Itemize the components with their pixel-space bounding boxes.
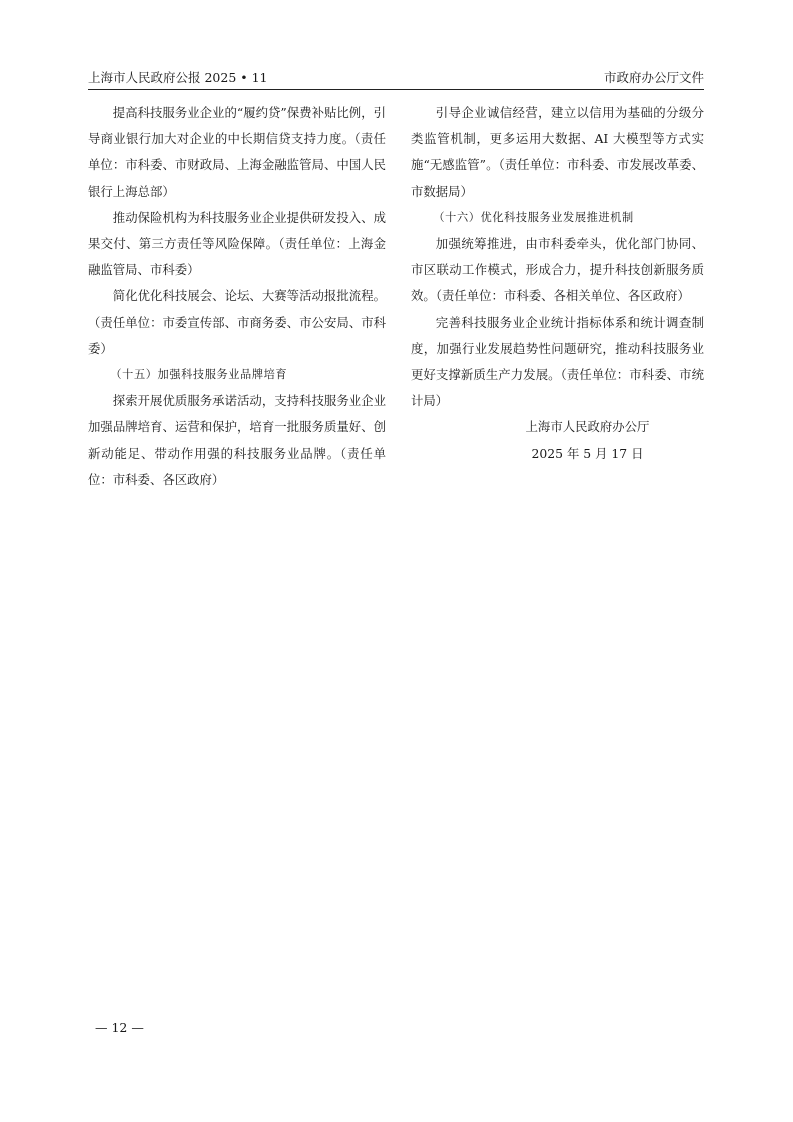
paragraph: 探索开展优质服务承诺活动，支持科技服务业企业加强品牌培育、运营和保护，培育一批服务质量好、创新动能足、带动作用强的科技服务业品牌。（责任单位：市科委、各区政府）: [88, 393, 386, 487]
section-heading: （十六）优化科技服务业发展推进机制: [433, 210, 634, 224]
document-category: 市政府办公厅文件: [603, 70, 704, 85]
paragraph: 完善科技服务业企业统计指标体系和统计调查制度，加强行业发展趋势性问题研究，推动科技服务业更好支撑新质生产力发展。（责任单位：市科委、市统计局）: [411, 314, 704, 409]
header-divider: [88, 89, 704, 90]
page-header: [88, 66, 704, 90]
paragraph: 提高科技服务业企业的“履约贷”保费补贴比例，引导商业银行加大对企业的中长期信贷支持力度。（责任单位：市科委、市财政局、上海金融监管局、中国人民银行上海总部）: [88, 105, 386, 199]
signature-date: 2025 年 5 月 17 日: [531, 445, 644, 461]
paragraph: 引导企业诚信经营，建立以信用为基础的分级分类监管机制，更多运用大数据、AI 大模型等方式实施“无感监管”。（责任单位：市科委、市发展改革委、市数据局）: [411, 105, 704, 199]
left-column: [88, 100, 386, 493]
paragraph: 加强统筹推进，由市科委牵头，优化部门协同、市区联动工作模式，形成合力，提升科技创新服务质效。（责任单位：市科委、各相关单位、各区政府）: [411, 236, 704, 304]
signature-organization: 上海市人民政府办公厅: [525, 419, 650, 435]
publication-title: 上海市人民政府公报 2025 • 11: [88, 70, 268, 85]
paragraph: 简化优化科技展会、论坛、大赛等活动报批流程。（责任单位：市委宣传部、市商务委、市公安局、市科委）: [88, 288, 386, 356]
paragraph: 推动保险机构为科技服务业企业提供研发投入、成果交付、第三方责任等风险保障。（责任单位：上海金融监管局、市科委）: [88, 209, 386, 278]
right-column: [411, 100, 704, 467]
page-number: — 12 —: [95, 1020, 144, 1035]
section-heading: （十五）加强科技服务业品牌培育: [110, 368, 288, 382]
